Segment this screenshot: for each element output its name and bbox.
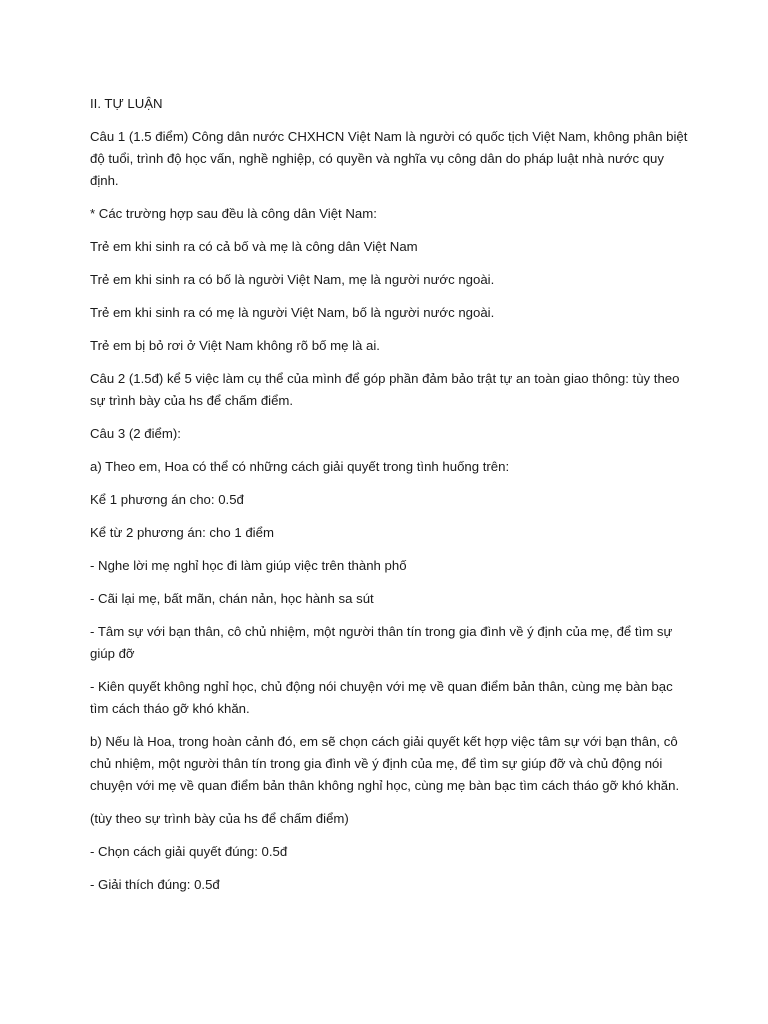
question-3a-intro: a) Theo em, Hoa có thể có những cách giải quyết trong tình huống trên: — [90, 459, 510, 474]
option-item-1: - Nghe lời mẹ nghỉ học đi làm giúp việc trên thành phố — [90, 558, 407, 573]
citizen-case-3: Trẻ em khi sinh ra có mẹ là người Việt Nam, bố là người nước ngoài. — [90, 305, 495, 320]
scoring-criterion-1: - Chọn cách giải quyết đúng: 0.5đ — [90, 844, 288, 859]
question-2-answer: Câu 2 (1.5đ) kể 5 việc làm cụ thể của mình để góp phần đảm bảo trật tự an toàn giao thông: tùy theo sự trình bày của hs để chấm điểm. — [90, 371, 680, 408]
scoring-note: (tùy theo sự trình bày của hs để chấm điểm) — [90, 811, 349, 826]
option-item-2: - Cãi lại mẹ, bất mãn, chán nản, học hành sa sút — [90, 591, 374, 606]
citizen-cases-intro: * Các trường hợp sau đều là công dân Việt Nam: — [90, 206, 377, 221]
section-heading: II. TỰ LUẬN — [90, 96, 163, 111]
option-item-3: - Tâm sự với bạn thân, cô chủ nhiệm, một người thân tín trong gia đình về ý định của mẹ, để tìm sự giúp đỡ — [90, 624, 673, 661]
scoring-rule-2: Kể từ 2 phương án: cho 1 điểm — [90, 525, 274, 540]
option-item-4: - Kiên quyết không nghỉ học, chủ động nói chuyện với mẹ về quan điểm bản thân, cùng mẹ bàn bạc tìm cách tháo gỡ khó khăn. — [90, 679, 673, 716]
citizen-case-4: Trẻ em bị bỏ rơi ở Việt Nam không rõ bố mẹ là ai. — [90, 338, 380, 353]
citizen-case-2: Trẻ em khi sinh ra có bố là người Việt Nam, mẹ là người nước ngoài. — [90, 272, 495, 287]
document-body — [90, 93, 690, 907]
question-3-heading: Câu 3 (2 điểm): — [90, 426, 181, 441]
question-3b-answer: b) Nếu là Hoa, trong hoàn cảnh đó, em sẽ chọn cách giải quyết kết hợp việc tâm sự với bạn thân, cô chủ nhiệm, một người thân tín trong gia đình về ý định của mẹ, để tìm sự giúp đỡ và chủ động nói chuyện với mẹ về quan điểm bản thân không nghỉ học, cùng mẹ bàn bạc tìm cách tháo gỡ khó khăn. — [90, 734, 680, 793]
scoring-rule-1: Kể 1 phương án cho: 0.5đ — [90, 492, 244, 507]
citizen-case-1: Trẻ em khi sinh ra có cả bố và mẹ là công dân Việt Nam — [90, 239, 418, 254]
question-1-answer: Câu 1 (1.5 điểm) Công dân nước CHXHCN Việt Nam là người có quốc tịch Việt Nam, không phân biệt độ tuổi, trình độ học vấn, nghề nghiệp, có quyền và nghĩa vụ công dân do pháp luật nhà nước quy định. — [90, 129, 688, 188]
scoring-criterion-2: - Giải thích đúng: 0.5đ — [90, 877, 220, 892]
